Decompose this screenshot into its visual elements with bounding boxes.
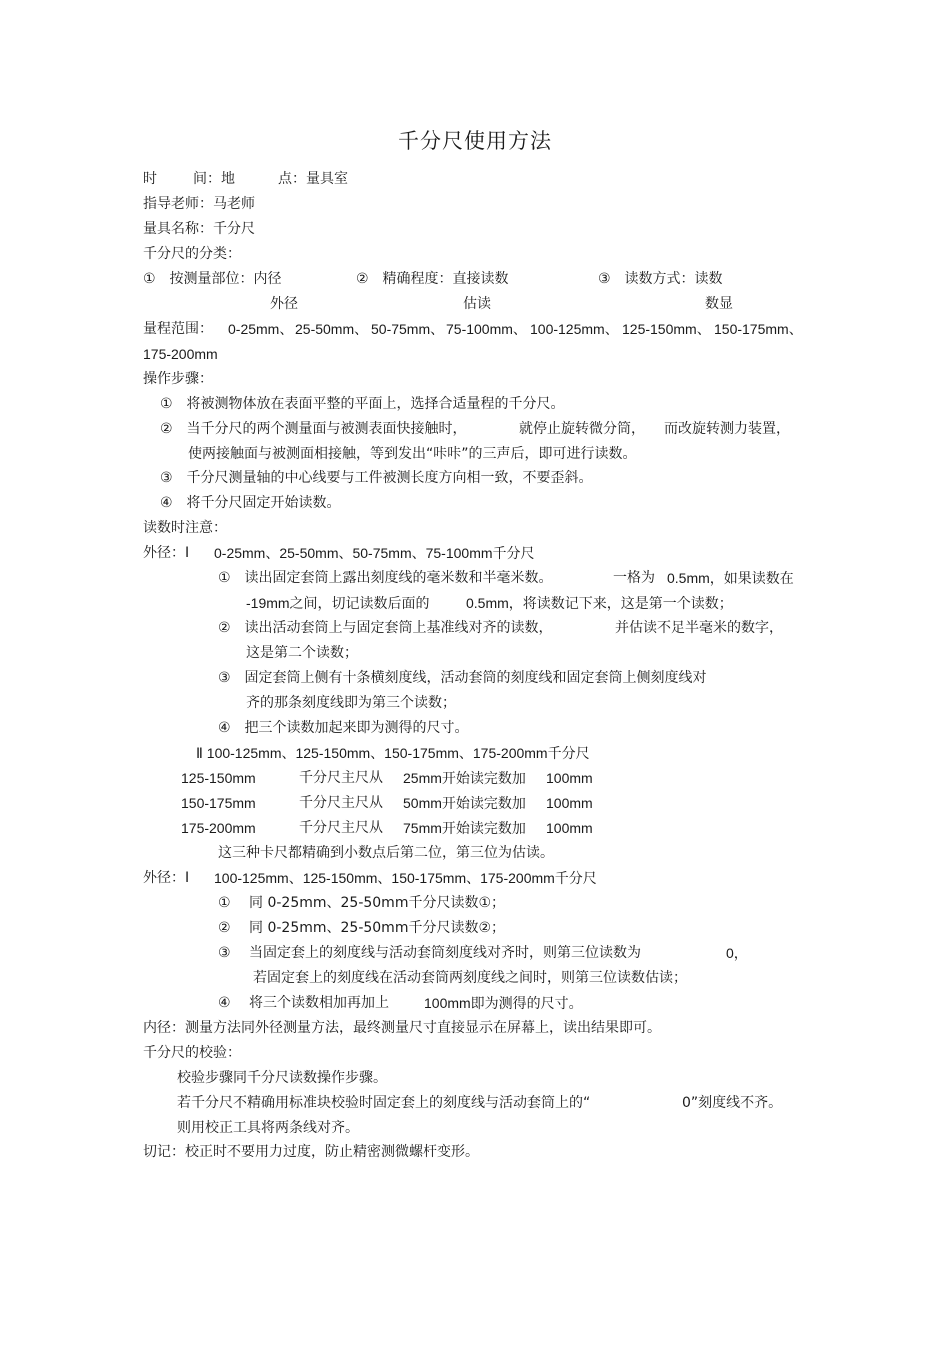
range-row-start: 25mm开始读完数加: [403, 770, 526, 786]
range-value: 100-125mm、: [530, 321, 619, 337]
place-label: 点：量具室: [278, 171, 348, 187]
time-label: 时: [143, 171, 157, 187]
tool-name-line: 量具名称：千分尺: [143, 221, 255, 237]
range-row-range: 150-175mm: [181, 795, 256, 811]
range-row-text: 千分尺主尺从: [299, 820, 383, 836]
outer-3-step-3: ③ 当固定套上的刻度线与活动套筒刻度线对齐时，则第三位读数为: [218, 945, 641, 961]
outer-3-step-4: ④ 将三个读数相加再加上: [218, 995, 390, 1011]
class-reading-digital: 数显: [705, 296, 733, 312]
class-precision-estimate: 估读: [463, 296, 491, 312]
class-position-outer: 外径: [270, 296, 298, 312]
calibration-step-3: 则用校正工具将两条线对齐。: [177, 1120, 359, 1136]
reading-2-continued: 这是第二个读数；: [246, 645, 358, 661]
outer-3-range: 100-125mm、125-150mm、150-175mm、175-200mm千分尺: [214, 870, 597, 886]
reading-4: ④ 把三个读数加起来即为测得的尺寸。: [218, 720, 469, 736]
step-2: ② 当千分尺的两个测量面与被测表面快接触时，: [160, 421, 467, 437]
reading-1-continued: -19mm之间，切记读数后面的: [246, 595, 430, 611]
reading-1: ① 读出固定套筒上露出刻度线的毫米数和半毫米数。: [218, 570, 553, 586]
class-position: ① 按测量部位：内径: [143, 271, 282, 287]
precision-note: 这三种卡尺都精确到小数点后第二位，第三位为估读。: [218, 845, 554, 861]
classification-heading: 千分尺的分类：: [143, 246, 241, 262]
step-2-part: 就停止旋转微分筒，: [519, 421, 645, 437]
range-row-range: 175-200mm: [181, 820, 256, 836]
step-4: ④ 将千分尺固定开始读数。: [160, 495, 341, 511]
step-1: ① 将被测物体放在表面平整的平面上，选择合适量程的千分尺。: [160, 396, 565, 412]
range-row-add: 100mm: [546, 770, 593, 786]
outer-1-range: 0-25mm、25-50mm、50-75mm、75-100mm千分尺: [214, 545, 535, 561]
calibration-step-1: 校验步骤同千分尺读数操作步骤。: [177, 1070, 387, 1086]
range-value: 50-75mm、: [371, 321, 445, 337]
calibration-step-2-continued: 0”刻度线不齐。: [682, 1095, 783, 1111]
reading-3-continued: 齐的那条刻度线即为第三个读数；: [246, 695, 456, 711]
step-2-part: 而改旋转测力装置，: [664, 421, 790, 437]
page-title: 千分尺使用方法: [398, 129, 552, 153]
range-row-range: 125-150mm: [181, 770, 256, 786]
range-value-wrap: 175-200mm: [143, 346, 218, 362]
time-place-label: 间：地: [193, 171, 235, 187]
range-value: 25-50mm、: [295, 321, 369, 337]
reading-3: ③ 固定套筒上侧有十条横刻度线，活动套筒的刻度线和固定套筒上侧刻度线对: [218, 670, 707, 686]
reading-1-continued: 0.5mm，将读数记下来，这是第一个读数；: [466, 595, 733, 611]
outer-2-range: Ⅱ 100-125mm、125-150mm、150-175mm、175-200mm千分尺: [196, 745, 590, 761]
outer-1-label: 外径：Ⅰ: [143, 545, 190, 561]
reading-heading: 读数时注意：: [143, 520, 227, 536]
steps-heading: 操作步骤：: [143, 371, 213, 387]
reading-2-part: 并估读不足半毫米的数字，: [615, 620, 783, 636]
reading-1-part: 一格为: [613, 570, 655, 586]
calibration-heading: 千分尺的校验：: [143, 1045, 241, 1061]
calibration-warning: 切记：校正时不要用力过度，防止精密测微螺杆变形。: [143, 1144, 479, 1160]
range-row-text: 千分尺主尺从: [299, 795, 383, 811]
range-row-text: 千分尺主尺从: [299, 770, 383, 786]
outer-3-step-4-continued: 100mm即为测得的尺寸。: [424, 995, 583, 1011]
range-row-start: 50mm开始读完数加: [403, 795, 526, 811]
outer-3-step-2: ② 同 0-25mm、25-50mm千分尺读数②；: [218, 920, 506, 936]
class-reading: ③ 读数方式：读数: [598, 271, 723, 287]
outer-3-step-3-continued: 若固定套上的刻度线在活动套筒两刻度线之间时，则第三位读数估读；: [253, 970, 687, 986]
calibration-step-2: 若千分尺不精确用标准块校验时固定套上的刻度线与活动套筒上的“: [177, 1095, 591, 1111]
step-2-continued: 使两接触面与被测面相接触，等到发出“咔咔”的三声后，即可进行读数。: [188, 446, 637, 462]
outer-3-step-1: ① 同 0-25mm、25-50mm千分尺读数①；: [218, 895, 506, 911]
range-value: 125-150mm、: [622, 321, 711, 337]
range-value: 0-25mm、: [228, 321, 294, 337]
outer-3-step-3-value: 0，: [726, 945, 748, 961]
range-label: 量程范围：: [143, 321, 213, 337]
inner-diameter-note: 内径：测量方法同外径测量方法，最终测量尺寸直接显示在屏幕上，读出结果即可。: [143, 1020, 661, 1036]
step-3: ③ 千分尺测量轴的中心线要与工件被测长度方向相一致，不要歪斜。: [160, 470, 593, 486]
class-precision: ② 精确程度：直接读数: [356, 271, 509, 287]
range-value: 75-100mm、: [446, 321, 527, 337]
reading-2: ② 读出活动套筒上与固定套筒上基准线对齐的读数，: [218, 620, 553, 636]
reading-1-part: 0.5mm，如果读数在: [667, 570, 794, 586]
range-row-start: 75mm开始读完数加: [403, 820, 526, 836]
outer-3-label: 外径：Ⅰ: [143, 870, 190, 886]
range-row-add: 100mm: [546, 820, 593, 836]
range-value: 150-175mm、: [714, 321, 803, 337]
teacher-line: 指导老师：马老师: [143, 196, 255, 212]
range-row-add: 100mm: [546, 795, 593, 811]
